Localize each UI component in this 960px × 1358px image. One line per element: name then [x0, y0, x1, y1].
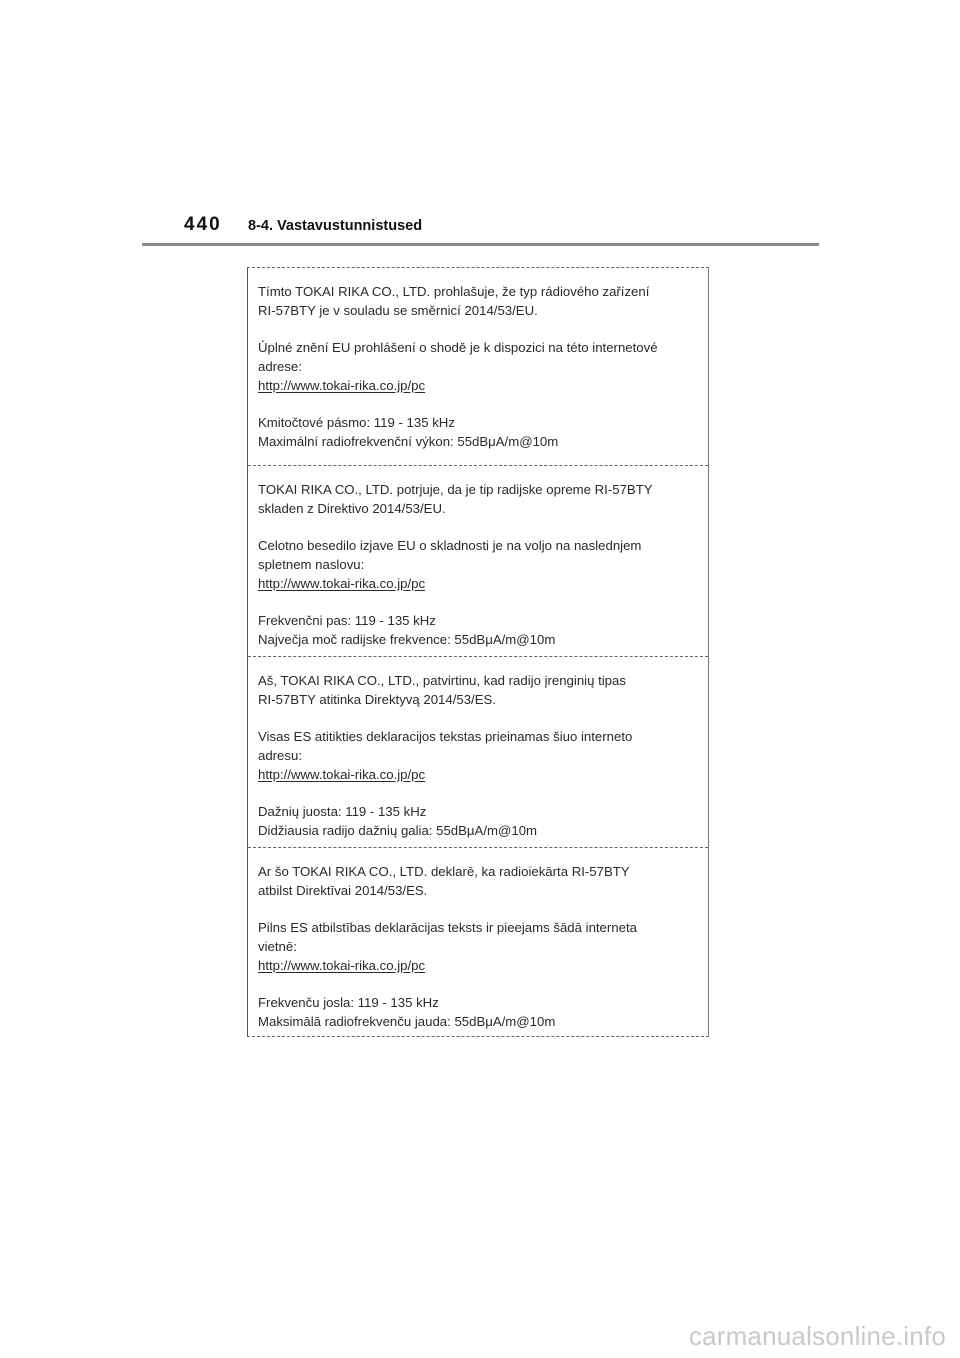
site-watermark: carmanualsonline.info: [688, 1321, 946, 1351]
max-power: Maximální radiofrekvenční výkon: 55dBμA/m@10m: [258, 434, 559, 449]
statement-line: TOKAI RIKA CO., LTD. potrjuje, da je tip radijske opreme RI-57BTY: [258, 482, 653, 497]
declaration-url-link[interactable]: http://www.tokai-rika.co.jp/pc: [258, 958, 426, 973]
header-divider: [142, 243, 819, 246]
fulltext-line: Pilns ES atbilstības deklarācijas teksts ir pieejams šādā interneta: [258, 920, 637, 935]
frequency-band: Frekvenčni pas: 119 - 135 kHz: [258, 613, 436, 628]
fulltext-line: Úplné znění EU prohlášení o shodě je k dispozici na této internetové: [258, 340, 658, 355]
statement-line: Tímto TOKAI RIKA CO., LTD. prohlašuje, že typ rádiového zařízení: [258, 284, 650, 299]
declaration-latvian: [248, 847, 708, 1038]
declaration-url-link[interactable]: http://www.tokai-rika.co.jp/pc: [258, 767, 426, 782]
fulltext-line: adresu:: [258, 748, 302, 763]
statement-line: Ar šo TOKAI RIKA CO., LTD. deklarē, ka radioiekārta RI-57BTY: [258, 864, 630, 879]
page-number: 440: [184, 214, 222, 235]
statement-line: Aš, TOKAI RIKA CO., LTD., patvirtinu, kad radijo įrenginių tipas: [258, 673, 626, 688]
frequency-band: Kmitočtové pásmo: 119 - 135 kHz: [258, 415, 455, 430]
fulltext-line: vietnē:: [258, 939, 297, 954]
declaration-url-link[interactable]: http://www.tokai-rika.co.jp/pc: [258, 378, 426, 393]
fulltext-line: adrese:: [258, 359, 302, 374]
fulltext-line: spletnem naslovu:: [258, 557, 365, 572]
max-power: Največja moč radijske frekvence: 55dBμA/m@10m: [258, 632, 556, 647]
fulltext-line: Celotno besedilo izjave EU o skladnosti je na voljo na naslednjem: [258, 538, 642, 553]
statement-line: atbilst Direktīvai 2014/53/ES.: [258, 883, 428, 898]
frequency-band: Frekvenču josla: 119 - 135 kHz: [258, 995, 439, 1010]
declaration-czech: [248, 268, 708, 465]
max-power: Didžiausia radijo dažnių galia: 55dBμA/m@10m: [258, 823, 538, 838]
declaration-slovenian: [248, 465, 708, 656]
declaration-url-link[interactable]: http://www.tokai-rika.co.jp/pc: [258, 576, 426, 591]
declaration-box: [247, 267, 709, 1037]
statement-line: RI-57BTY je v souladu se směrnicí 2014/53/EU.: [258, 303, 538, 318]
max-power: Maksimālā radiofrekvenču jauda: 55dBμA/m@10m: [258, 1014, 556, 1029]
statement-line: RI-57BTY atitinka Direktyvą 2014/53/ES.: [258, 692, 496, 707]
section-title: 8-4. Vastavustunnistused: [248, 218, 423, 234]
statement-line: skladen z Direktivo 2014/53/EU.: [258, 501, 446, 516]
fulltext-line: Visas ES atitikties deklaracijos tekstas prieinamas šiuo interneto: [258, 729, 633, 744]
frequency-band: Dažnių juosta: 119 - 135 kHz: [258, 804, 427, 819]
declaration-lithuanian: [248, 656, 708, 847]
